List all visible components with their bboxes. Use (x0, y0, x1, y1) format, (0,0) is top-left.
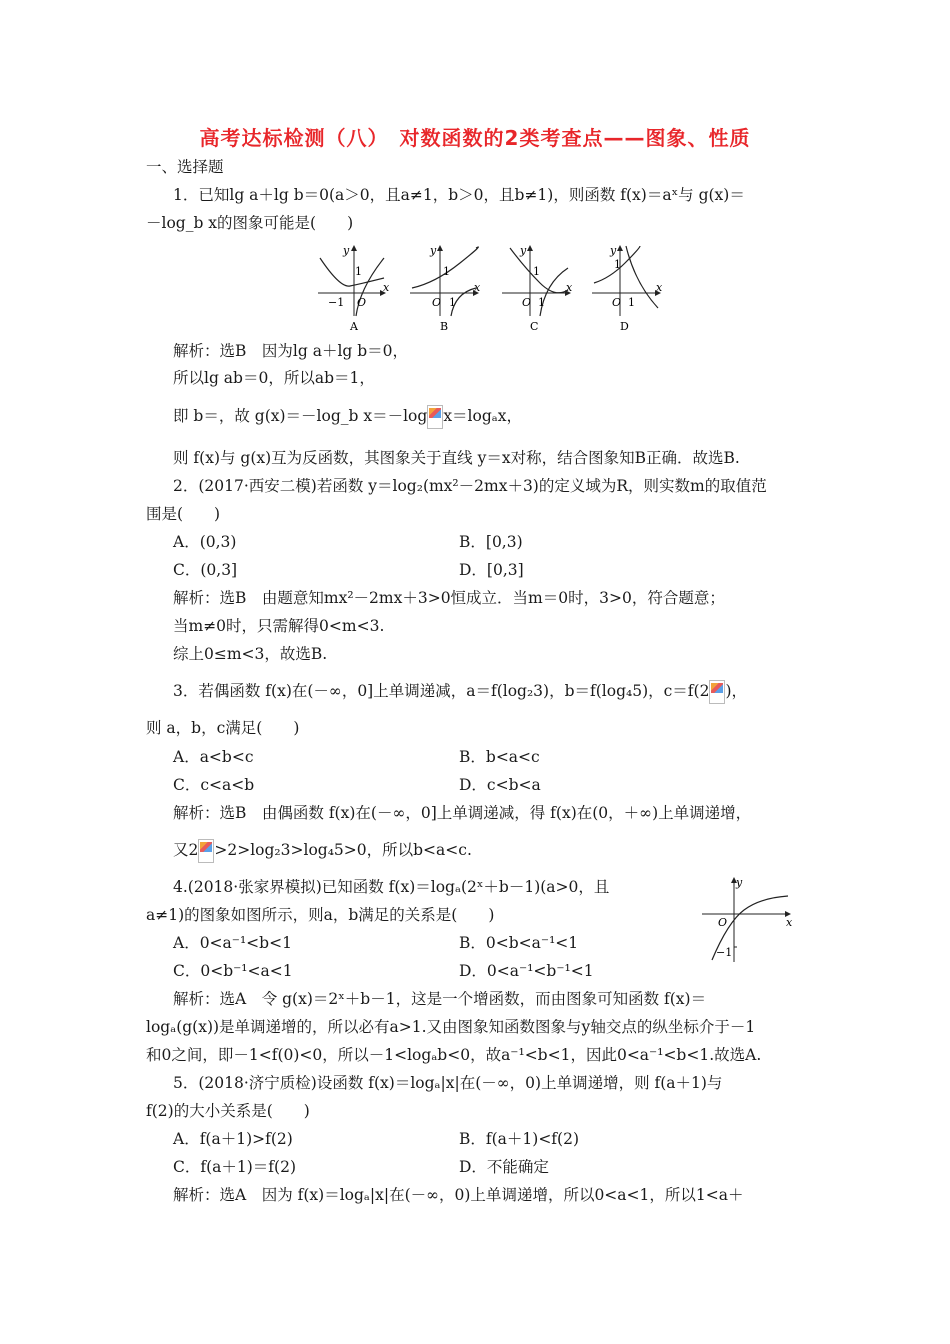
q3-stem-line1 (173, 680, 747, 704)
q4-graph (700, 874, 800, 964)
q1-solution-3b: x＝logₐx， (443, 407, 522, 425)
graph-b-y: y (430, 244, 437, 257)
q5-stem-line1: 5．(2018·济宁质检)设函数 f(x)＝logₐ|x|在(－∞，0)上单调递增，则 f(a＋1)与 (173, 1074, 723, 1092)
q4-option-b: B．0<b<a⁻¹<1 (459, 934, 579, 952)
q5-option-c: C．f(a＋1)＝f(2) (173, 1158, 296, 1176)
graph-c-x: x (566, 281, 573, 294)
page-title: 高考达标检测（八） 对数函数的2类考查点——图象、性质 (199, 126, 751, 150)
q1-solution-3a: 即 b＝，故 g(x)＝－log_b x＝－log (173, 407, 428, 425)
graph-c-one-x: 1 (538, 296, 545, 309)
broken-image-icon (427, 405, 443, 429)
q2-solution-3: 综上0≤m<3，故选B. (173, 645, 328, 663)
q3-solution-2b: >2>log₂3>log₄5>0，所以b<a<c. (214, 841, 472, 859)
graph-d (592, 244, 663, 333)
graph-a-label: A (350, 320, 358, 333)
q2-stem-line1: 2．(2017·西安二模)若函数 y＝log₂(mx²－2mx＋3)的定义域为R，则实数m的取值范 (173, 477, 767, 495)
q4-option-d: D．0<a⁻¹<b⁻¹<1 (459, 962, 594, 980)
graph-c-y: y (520, 244, 527, 257)
q3-option-b: B．b<a<c (459, 748, 540, 766)
q1-stem-line2: －log_b x的图象可能是( ) (146, 214, 354, 232)
graph-c-label: C (530, 320, 539, 333)
q2-solution-2: 当m≠0时，只需解得0<m<3. (173, 617, 385, 635)
q4-graph-x: x (786, 916, 793, 929)
q5-solution-1: 解析：选A 因为 f(x)＝logₐ|x|在(－∞，0)上单调递增，所以0<a<1，所以1<a＋ (173, 1186, 744, 1204)
graph-c-o: O (522, 296, 532, 309)
q2-option-d: D．[0,3] (459, 561, 524, 579)
graph-d-x: x (656, 281, 663, 294)
q4-option-a: A．0<a⁻¹<b<1 (173, 934, 292, 952)
q3-solution-2 (173, 839, 472, 863)
q1-solution-1: 解析：选B 因为lg a＋lg b＝0， (173, 342, 409, 360)
q4-graph-o: O (718, 916, 728, 929)
graph-d-o: O (612, 296, 622, 309)
graph-a-neg: −1 (328, 296, 345, 309)
broken-image-icon (709, 680, 725, 704)
q4-graph-neg1: −1 (716, 946, 733, 959)
q4-solution-2: logₐ(g(x))是单调递增的，所以必有a>1.又由图象知函数图象与y轴交点的纵坐标介于－1 (146, 1018, 756, 1036)
q5-stem-line2: f(2)的大小关系是( ) (146, 1102, 310, 1120)
graph-d-one-x: 1 (628, 296, 635, 309)
q3-option-c: C．c<a<b (173, 776, 255, 794)
q3-option-a: A．a<b<c (173, 748, 254, 766)
graph-b-x: x (474, 281, 481, 294)
graph-b-o: O (432, 296, 442, 309)
section-heading: 一、选择题 (146, 158, 224, 176)
graph-c (502, 244, 573, 333)
q3-solution-1: 解析：选B 由偶函数 f(x)在(－∞，0]上单调递减，得 f(x)在(0，＋∞)上单调递增， (173, 804, 752, 822)
graph-a-x: x (383, 281, 390, 294)
graph-d-one-y: 1 (614, 258, 621, 271)
q1-graphs (310, 238, 680, 338)
graph-b (410, 244, 481, 333)
q2-option-b: B．[0,3) (459, 533, 523, 551)
graph-b-one-x: 1 (449, 296, 456, 309)
q1-stem-line1: 1．已知lg a＋lg b＝0(a＞0，且a≠1，b＞0，且b≠1)，则函数 f(x)＝aˣ与 g(x)＝ (173, 186, 745, 204)
broken-image-icon (198, 839, 214, 863)
q5-option-b: B．f(a＋1)<f(2) (459, 1130, 580, 1148)
q4-stem-line2: a≠1)的图象如图所示，则a，b满足的关系是( ) (146, 906, 495, 924)
q3-stem-1b: )， (725, 682, 748, 700)
q4-graph-y: y (736, 876, 743, 889)
graph-c-one-y: 1 (533, 265, 540, 278)
q2-option-c: C．(0,3] (173, 561, 238, 579)
q1-solution-3 (173, 405, 522, 429)
graph-a-o: O (357, 296, 367, 309)
graph-d-y: y (610, 244, 617, 257)
q2-solution-1: 解析：选B 由题意知mx²－2mx＋3>0恒成立．当m＝0时，3>0，符合题意； (173, 589, 725, 607)
q3-stem-line2: 则 a，b，c满足( ) (146, 719, 300, 737)
graph-b-label: B (440, 320, 449, 333)
graph-a-one: 1 (355, 265, 362, 278)
q1-solution-2: 所以lg ab＝0，所以ab＝1， (173, 369, 375, 387)
graph-d-label: D (620, 320, 629, 333)
q3-solution-2a: 又2 (173, 841, 199, 859)
q4-solution-1: 解析：选A 令 g(x)＝2ˣ＋b－1，这是一个增函数，而由图象可知函数 f(x)＝ (173, 990, 707, 1008)
q4-solution-3: 和0之间，即－1<f(0)<0，所以－1<logₐb<0，故a⁻¹<b<1，因此0<a⁻¹<b<1.故选A. (146, 1046, 762, 1064)
q4-stem-line1: 4.(2018·张家界模拟)已知函数 f(x)＝logₐ(2ˣ＋b－1)(a>0，且 (173, 878, 610, 896)
q2-stem-line2: 围是( ) (146, 505, 221, 523)
q3-stem-1a: 3．若偶函数 f(x)在(－∞，0]上单调递减，a＝f(log₂3)，b＝f(log₄5)，c＝f(2 (173, 682, 710, 700)
q3-option-d: D．c<b<a (459, 776, 541, 794)
q2-option-a: A．(0,3) (173, 533, 237, 551)
graph-a-y: y (343, 244, 350, 257)
graph-b-one-y: 1 (443, 265, 450, 278)
q4-option-c: C．0<b⁻¹<a<1 (173, 962, 293, 980)
q5-option-a: A．f(a＋1)>f(2) (173, 1130, 293, 1148)
q1-solution-4: 则 f(x)与 g(x)互为反函数，其图象关于直线 y＝x对称，结合图象知B正确．故选B. (173, 449, 740, 467)
q5-option-d: D．不能确定 (459, 1158, 549, 1176)
graph-a (318, 244, 390, 333)
